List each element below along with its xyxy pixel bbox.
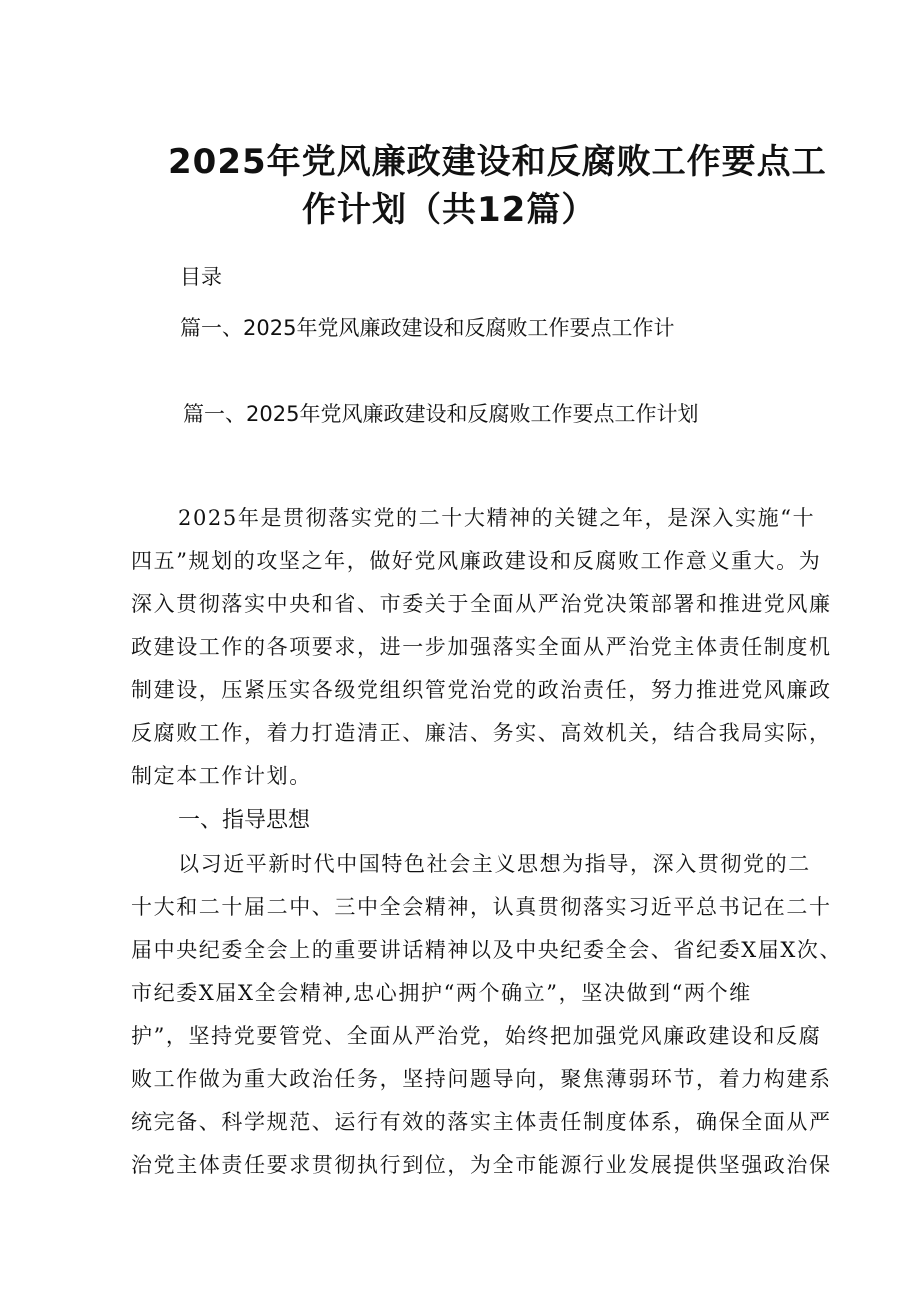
guide-line: 市纪委X届X全会精神,忠心拥护“两个确立”，坚决做到“两个维 [131, 981, 752, 1005]
document-title-line-1: 2025年党风廉政建设和反腐败工作要点工 [168, 142, 827, 182]
intro-line: 制建设，压紧压实各级党组织管党治党的政治责任，努力推进党风廉政 [131, 678, 832, 702]
guide-line: 护”，坚持党要管党、全面从严治党，始终把加强党风廉政建设和反腐 [131, 1024, 822, 1048]
intro-line: 四五”规划的攻坚之年，做好党风廉政建设和反腐败工作意义重大。为 [131, 549, 822, 573]
document-title-line-2: 作计划（共12篇） [302, 190, 597, 230]
section-title: 篇一、2025年党风廉政建设和反腐败工作要点工作计划 [183, 402, 699, 426]
intro-line: 政建设工作的各项要求，进一步加强落实全面从严治党主体责任制度机 [131, 635, 832, 659]
guide-line: 统完备、科学规范、运行有效的落实主体责任制度体系，确保全面从严 [131, 1110, 832, 1134]
toc-item: 篇一、2025年党风廉政建设和反腐败工作要点工作计 [180, 316, 675, 340]
guide-line: 十大和二十届二中、三中全会精神，认真贯彻落实习近平总书记在二十 [131, 895, 832, 919]
intro-line: 2025年是贯彻落实党的二十大精神的关键之年，是深入实施“十 [178, 506, 816, 530]
guide-line: 以习近平新时代中国特色社会主义思想为指导，深入贯彻党的二 [178, 852, 811, 876]
intro-line: 反腐败工作，着力打造清正、廉洁、务实、高效机关，结合我局实际， [131, 721, 832, 745]
toc-heading: 目录 [180, 265, 222, 289]
guide-line: 败工作做为重大政治任务，坚持问题导向，聚焦薄弱环节，着力构建系 [131, 1067, 832, 1091]
guide-line: 届中央纪委全会上的重要讲话精神以及中央纪委全会、省纪委X届X次、 [131, 938, 843, 962]
intro-line: 制定本工作计划。 [131, 764, 312, 788]
guide-line: 治党主体责任要求贯彻执行到位，为全市能源行业发展提供坚强政治保 [131, 1153, 832, 1177]
intro-line: 深入贯彻落实中央和省、市委关于全面从严治党决策部署和推进党风廉 [131, 592, 832, 616]
section-heading-guiding-ideology: 一、指导思想 [178, 808, 311, 833]
